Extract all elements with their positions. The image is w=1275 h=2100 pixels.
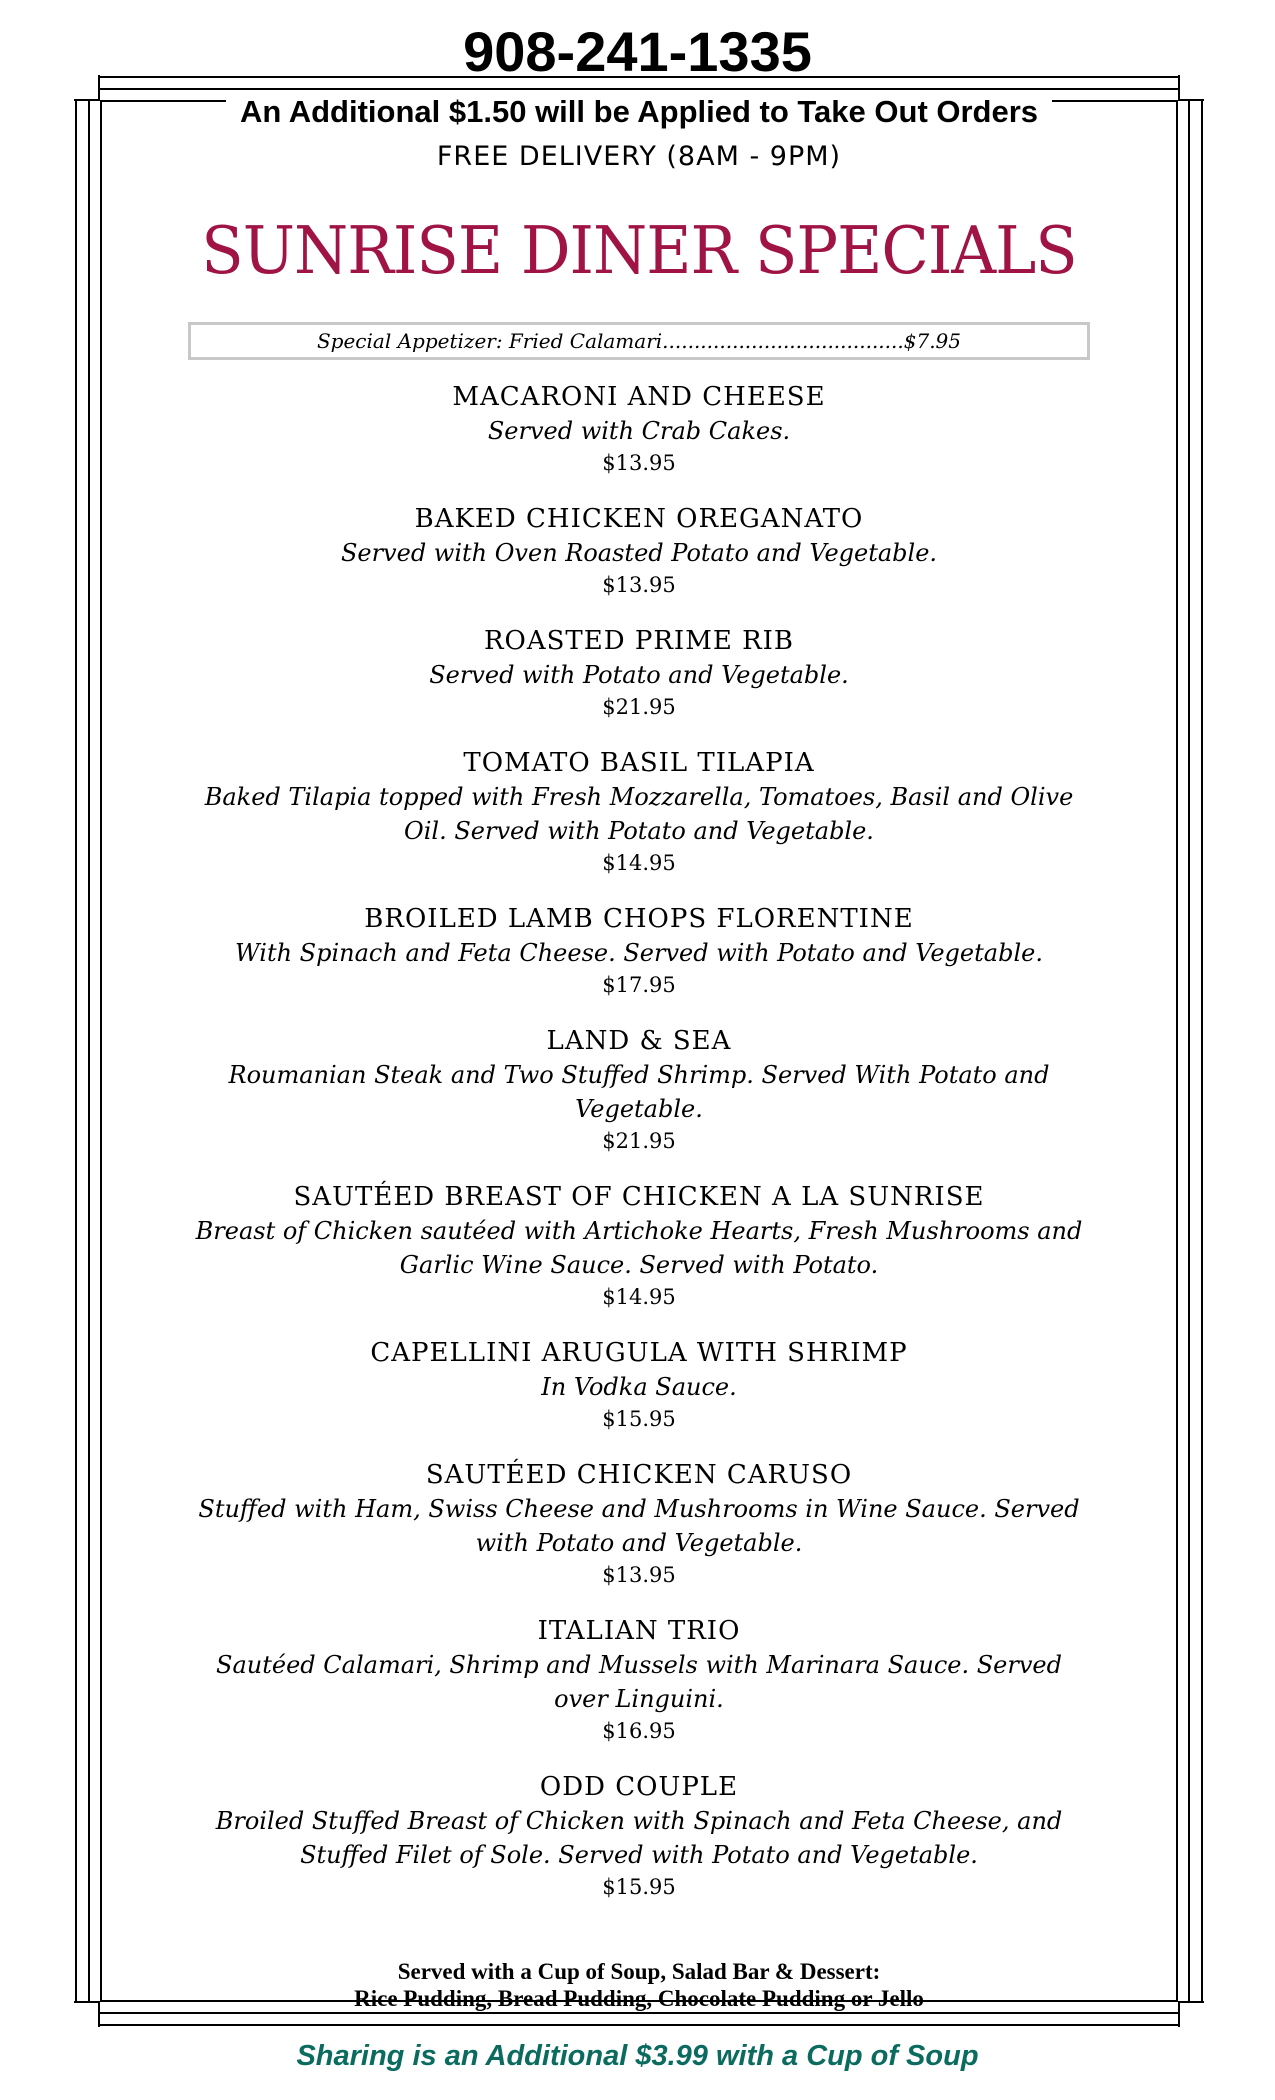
- item-description: Stuffed with Ham, Swiss Cheese and Mushrooms in Wine Sauce. Served with Potato and Vegetable.: [198, 1495, 1080, 1557]
- item-description: Breast of Chicken sautéed with Artichoke Hearts, Fresh Mushrooms and Garlic Wine Sauce. Served with Potato.: [195, 1217, 1083, 1279]
- item-description: Served with Oven Roasted Potato and Vegetable.: [340, 539, 938, 567]
- item-name: SAUTÉED BREAST OF CHICKEN A LA SUNRISE: [293, 1182, 985, 1212]
- item-description: Served with Crab Cakes.: [487, 417, 791, 445]
- item-price: $21.95: [602, 695, 676, 719]
- item-description: Broiled Stuffed Breast of Chicken with Spinach and Feta Cheese, and Stuffed Filet of Sole. Served with Potato and Vegetable.: [215, 1807, 1063, 1869]
- item-price: $15.95: [602, 1875, 676, 1899]
- item-name: MACARONI AND CHEESE: [452, 382, 826, 412]
- frame-corner-notch: [74, 75, 100, 101]
- frame-corner-notch: [1178, 75, 1204, 101]
- item-name: BAKED CHICKEN OREGANATO: [414, 504, 864, 534]
- item-price: $14.95: [602, 1285, 676, 1309]
- item-description: In Vodka Sauce.: [541, 1373, 737, 1401]
- item-name: BROILED LAMB CHOPS FLORENTINE: [364, 904, 914, 934]
- item-price: $13.95: [602, 573, 676, 597]
- menu-item: [100, 1770, 1178, 1902]
- item-name: LAND & SEA: [546, 1026, 732, 1056]
- served-with-line: Served with a Cup of Soup, Salad Bar & Dessert:: [397, 1959, 881, 1984]
- item-name: ROASTED PRIME RIB: [483, 626, 795, 656]
- item-price: $16.95: [602, 1719, 676, 1743]
- item-description: Roumanian Steak and Two Stuffed Shrimp. Served With Potato and Vegetable.: [228, 1061, 1050, 1123]
- item-name: ITALIAN TRIO: [537, 1616, 741, 1646]
- frame-corner-notch: [74, 2001, 100, 2027]
- sharing-note: Sharing is an Additional $3.99 with a Cup of Soup: [296, 2040, 979, 2072]
- menu-item: [100, 380, 1178, 478]
- delivery-note: FREE DELIVERY (8AM - 9PM): [436, 141, 842, 172]
- menu-title: SUNRISE DINER SPECIALS: [201, 212, 1077, 289]
- menu-item: [100, 1458, 1178, 1590]
- menu-content: [100, 90, 1178, 1926]
- item-price: $15.95: [602, 1407, 676, 1431]
- item-price: $17.95: [602, 973, 676, 997]
- item-name: SAUTÉED CHICKEN CARUSO: [425, 1460, 853, 1490]
- item-name: ODD COUPLE: [539, 1772, 739, 1802]
- menu-item: [100, 502, 1178, 600]
- served-with-note: [100, 1958, 1178, 2012]
- item-price: $21.95: [602, 1129, 676, 1153]
- item-price: $14.95: [602, 851, 676, 875]
- frame-corner-notch: [1178, 2001, 1204, 2027]
- special-appetizer-box: [188, 322, 1090, 360]
- item-name: TOMATO BASIL TILAPIA: [463, 748, 815, 778]
- menu-item: [100, 1614, 1178, 1746]
- item-description: Served with Potato and Vegetable.: [429, 661, 849, 689]
- item-description: Baked Tilapia topped with Fresh Mozzarella, Tomatoes, Basil and Olive Oil. Served with Potato and Vegetable.: [204, 783, 1074, 845]
- item-price: $13.95: [602, 1563, 676, 1587]
- item-name: CAPELLINI ARUGULA WITH SHRIMP: [370, 1338, 908, 1368]
- menu-item: [100, 1180, 1178, 1312]
- takeout-note: An Additional $1.50 will be Applied to Take Out Orders: [226, 92, 1052, 132]
- item-description: Sautéed Calamari, Shrimp and Mussels with Marinara Sauce. Served over Linguini.: [216, 1651, 1062, 1713]
- menu-item: [100, 624, 1178, 722]
- item-description: With Spinach and Feta Cheese. Served with Potato and Vegetable.: [235, 939, 1043, 967]
- menu-item: [100, 1024, 1178, 1156]
- phone-number: 908-241-1335: [463, 20, 812, 83]
- appetizer-label: Special Appetizer: Fried Calamari......................................: [316, 329, 904, 353]
- menu-item: [100, 1336, 1178, 1434]
- dessert-options-line: Rice Pudding, Bread Pudding, Chocolate Pudding or Jello: [354, 1986, 924, 2011]
- item-price: $13.95: [602, 451, 676, 475]
- menu-items: [100, 380, 1178, 1902]
- appetizer-price: $7.95: [903, 329, 962, 353]
- menu-item: [100, 746, 1178, 878]
- menu-item: [100, 902, 1178, 1000]
